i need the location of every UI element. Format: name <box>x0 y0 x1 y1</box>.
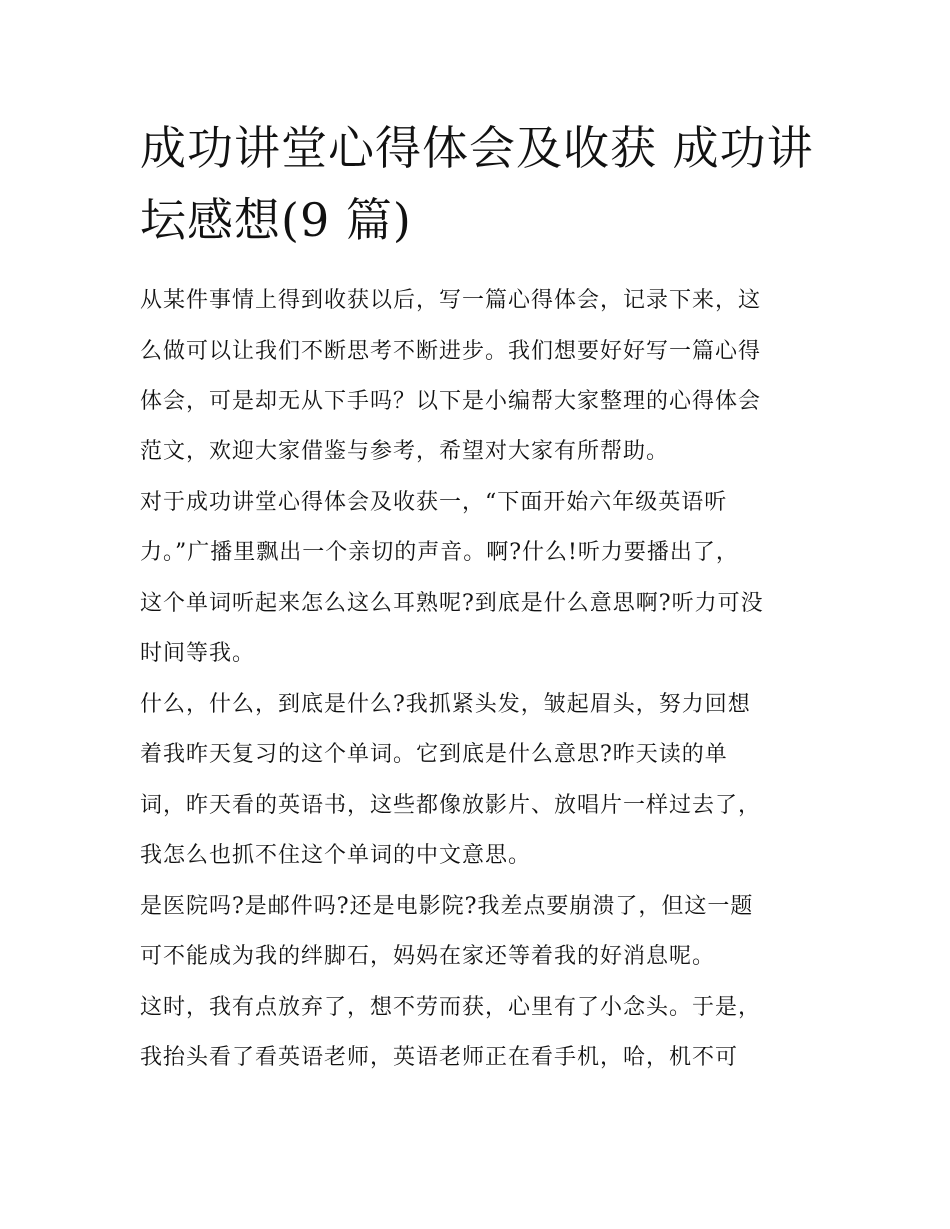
body-line: 力。”广播里飘出一个亲切的声音。啊?什么!听力要播出了， <box>140 540 739 565</box>
body-line: 时间等我。 <box>140 641 256 666</box>
body-line: 什么，什么，到底是什么?我抓紧头发，皱起眉头，努力回想 <box>140 692 751 717</box>
body-line: 范文，欢迎大家借鉴与参考，希望对大家有所帮助。 <box>140 439 670 464</box>
body-line: 我抬头看了看英语老师，英语老师正在看手机，哈，机不可 <box>140 1045 739 1070</box>
document-title: 成功讲堂心得体会及收获 成功讲坛感想(9 篇) <box>140 121 814 247</box>
body-line: 我怎么也抓不住这个单词的中文意思。 <box>140 843 532 868</box>
body-line: 这个单词听起来怎么这么耳熟呢?到底是什么意思啊?听力可没 <box>140 591 764 616</box>
body-line: 对于成功讲堂心得体会及收获一，“下面开始六年级英语听 <box>140 490 728 515</box>
body-line: 这时，我有点放弃了，想不劳而获，心里有了小念头。于是， <box>140 995 762 1020</box>
body-line: 是医院吗?是邮件吗?还是电影院?我差点要崩溃了，但这一题 <box>140 894 754 919</box>
body-line: 可不能成为我的绊脚石，妈妈在家还等着我的好消息呢。 <box>140 944 716 969</box>
body-line: 么做可以让我们不断思考不断进步。我们想要好好写一篇心得 <box>140 339 762 364</box>
body-line: 从某件事情上得到收获以后，写一篇心得体会，记录下来，这 <box>140 288 762 313</box>
body-line: 体会，可是却无从下手吗？以下是小编帮大家整理的心得体会 <box>140 389 762 414</box>
body-line: 词，昨天看的英语书，这些都像放影片、放唱片一样过去了， <box>140 793 762 818</box>
body-line: 着我昨天复习的这个单词。它到底是什么意思?昨天读的单 <box>140 742 728 767</box>
